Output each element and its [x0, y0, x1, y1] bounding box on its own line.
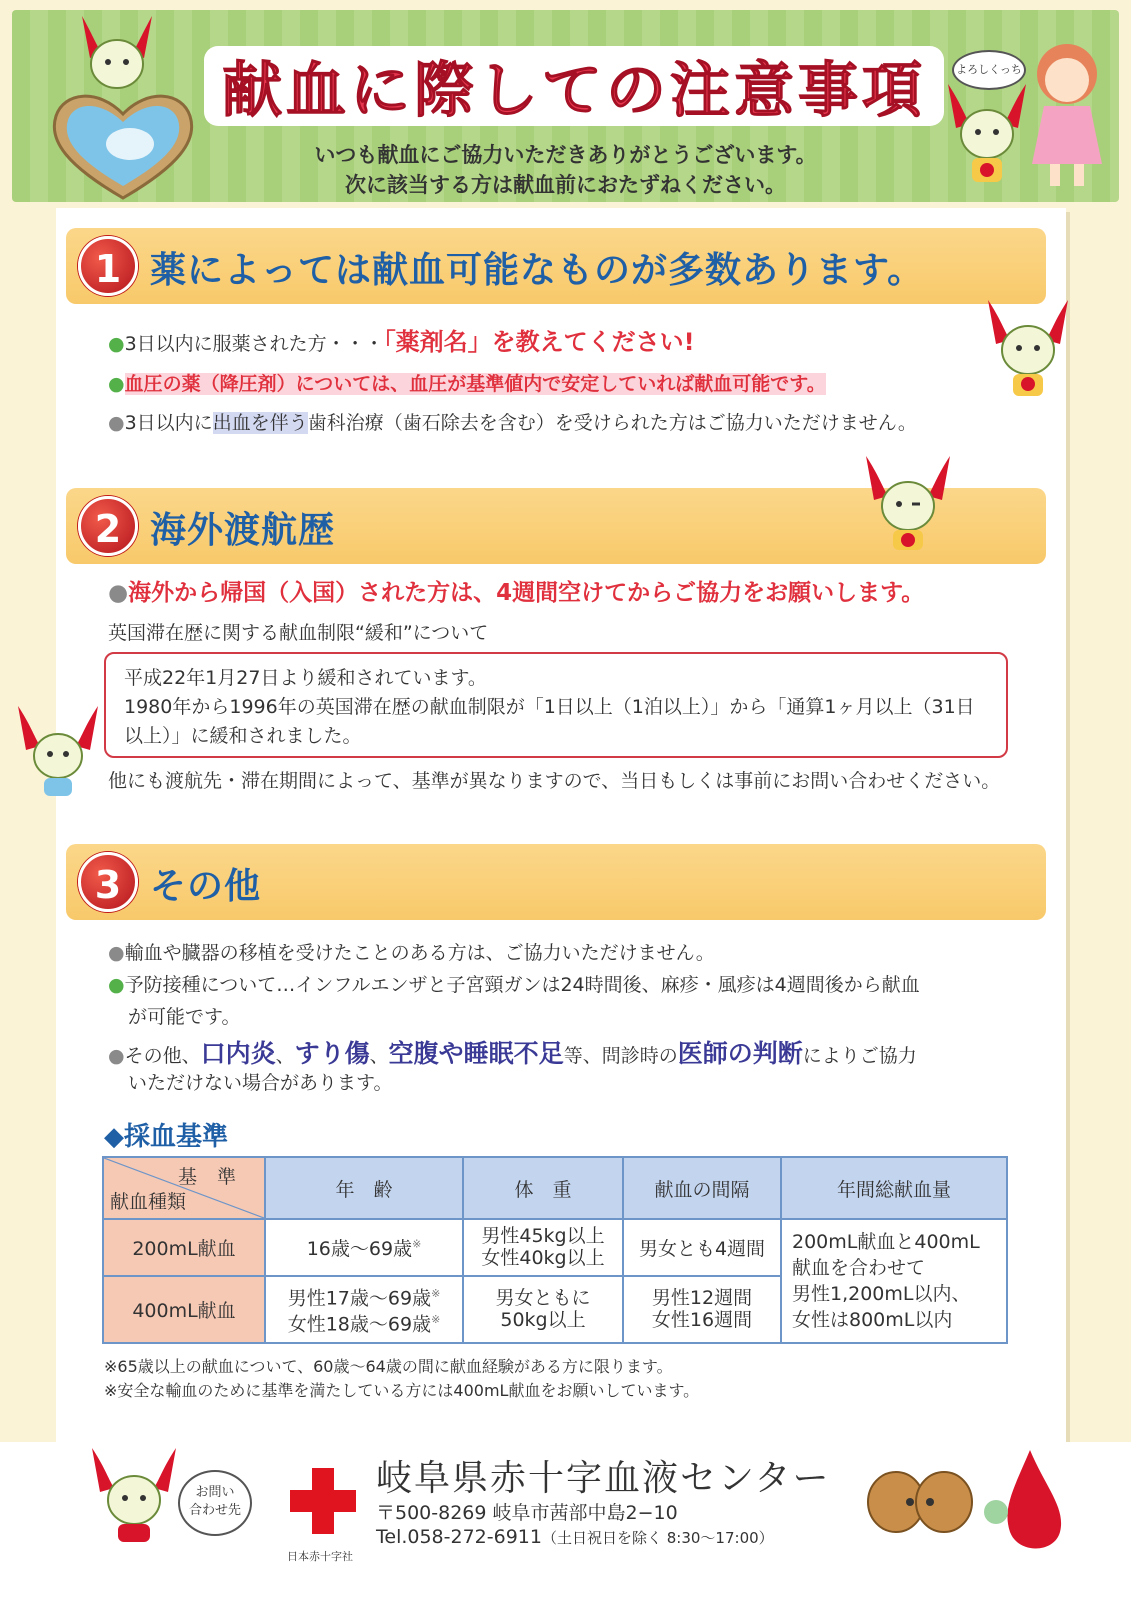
- blood-drop-mascot: [84, 1444, 184, 1548]
- cell-text: 女性は800mL以内: [792, 1309, 953, 1331]
- item-highlight: 出血を伴う: [212, 412, 308, 434]
- header-subtitle: いつも献血にご協力いただきありがとうございます。: [314, 143, 817, 167]
- column-header: 体 重: [463, 1157, 623, 1219]
- cell-text: 男性1,200mL以内、: [792, 1283, 971, 1305]
- bullet-icon: ●: [108, 373, 125, 395]
- table-cell: [623, 1276, 781, 1343]
- cell-text: 男性12週間: [651, 1287, 753, 1310]
- cell-text: 女性18歳～69歳: [287, 1313, 432, 1336]
- column-header: 年間総献血量: [781, 1157, 1007, 1219]
- section-number: 1: [78, 236, 138, 296]
- blood-drop-mascot: [982, 296, 1074, 404]
- list-item: [108, 970, 920, 997]
- phone-number: Tel.058-272-6911: [376, 1526, 542, 1548]
- cell-text: 女性16週間: [651, 1309, 753, 1332]
- page-title: 献血に際しての注意事項: [222, 56, 926, 126]
- row-header: 200mL献血: [103, 1219, 265, 1276]
- item-text: 3日以内に: [124, 412, 213, 434]
- list-item: [108, 322, 695, 357]
- item-emphasis: 空腹や睡眠不足: [388, 1039, 564, 1068]
- cell-text: 男性45kg以上: [481, 1225, 605, 1248]
- header-subtitle: 次に該当する方は献血前におたずねください。: [345, 173, 786, 197]
- blood-drop-mascot: [72, 14, 162, 94]
- bullet-icon: ●: [108, 333, 125, 355]
- notice-box: [104, 652, 1008, 758]
- section-number: 3: [78, 852, 138, 912]
- list-item: [108, 408, 917, 435]
- item-emphasis: 海外から帰国（入国）された方は、4週間空けてからご協力をお願いします。: [128, 580, 925, 606]
- blood-drop-mascot: [12, 702, 104, 802]
- bullet-icon: ●: [108, 580, 129, 606]
- bullet-icon: ●: [108, 412, 125, 434]
- table-header-row: [103, 1157, 1007, 1219]
- cell-text: 男女ともに: [495, 1287, 591, 1310]
- header-banner: [12, 10, 1119, 202]
- notice-line: 1980年から1996年の英国滞在歴の献血制限が「1日以上（1泊以上）」から「通算1ヶ月以上（31日: [124, 696, 975, 718]
- phone-hours: （土日祝日を除く 8:30〜17:00）: [541, 1529, 774, 1547]
- drop-mascot: [980, 1448, 1064, 1558]
- item-continuation: いただけない場合があります。: [128, 1072, 393, 1094]
- address: 〒500-8269 岐阜市茜部中島2−10: [376, 1502, 678, 1524]
- footnote-mark: ※: [431, 1313, 441, 1327]
- corner-label-bottom: 献血種類: [110, 1191, 187, 1213]
- cell-text: 男性17歳～69歳: [287, 1287, 432, 1310]
- list-item: [108, 369, 826, 396]
- item-text: 3日以内に服薬された方・・・: [124, 333, 384, 355]
- list-item: [108, 1034, 917, 1070]
- logo-label: 日本赤十字社: [287, 1550, 353, 1563]
- item-emphasis: 口内炎: [200, 1039, 276, 1068]
- list-item: [108, 938, 715, 965]
- item-text: 、: [369, 1045, 389, 1067]
- girl-illustration: [1022, 34, 1112, 194]
- item-emphasis: 「薬剤名」を教えてください!: [383, 328, 695, 356]
- blood-drop-mascot: [942, 80, 1032, 190]
- corner-label-top: 基準: [177, 1166, 256, 1188]
- red-cross-icon: [290, 1468, 356, 1534]
- table-cell: [265, 1276, 463, 1343]
- contact-bubble: [178, 1470, 252, 1536]
- footnote: ※安全な輸血のために基準を満たしている方には400mL献血をお願いしています。: [104, 1381, 700, 1400]
- title-box: [204, 46, 944, 126]
- bullet-icon: ●: [108, 1045, 125, 1067]
- bullet-icon: ●: [108, 974, 125, 996]
- item-text: 歯科治療（歯石除去を含む）を受けられた方はご協力いただけません。: [307, 412, 917, 434]
- section-title: その他: [150, 866, 262, 907]
- table-cell: [463, 1276, 623, 1343]
- item-emphasis: すり傷: [294, 1039, 370, 1068]
- cell-text: 50kg以上: [500, 1309, 586, 1332]
- item-text: その他、: [124, 1045, 201, 1067]
- table-corner-cell: [103, 1157, 265, 1219]
- column-header: 献血の間隔: [623, 1157, 781, 1219]
- row-header: 400mL献血: [103, 1276, 265, 1343]
- uk-heading: 英国滞在歴に関する献血制限“緩和”について: [108, 622, 489, 644]
- organization-name: 岐阜県赤十字血液センター: [376, 1458, 831, 1499]
- table-cell: [463, 1219, 623, 1276]
- footnote-mark: ※: [431, 1287, 441, 1300]
- cell-text: 女性40kg以上: [481, 1247, 605, 1270]
- section-1-header: [66, 228, 1046, 304]
- bubble-text: お問い: [195, 1485, 235, 1500]
- item-text: 等、問診時の: [563, 1045, 678, 1067]
- list-item: [108, 574, 924, 607]
- travel-note: 他にも渡航先・滞在期間によって、基準が異なりますので、当日もしくは事前にお問い合わせください。: [108, 770, 1001, 792]
- section-title: 海外渡航歴: [150, 510, 336, 551]
- table-cell: [265, 1219, 463, 1276]
- item-emphasis: 医師の判断: [677, 1039, 803, 1068]
- blood-drop-mascot: [858, 452, 958, 558]
- table-cell: 男女とも4週間: [623, 1219, 781, 1276]
- notice-line: 以上）」に緩和されました。: [124, 725, 362, 747]
- section-title: 薬によっては献血可能なものが多数あります。: [150, 250, 925, 291]
- section-3-header: [66, 844, 1046, 920]
- footnote: ※65歳以上の献血について、60歳～64歳の間に献血経験がある方に限ります。: [104, 1357, 673, 1376]
- phone: [376, 1526, 774, 1548]
- footnote-mark: ※: [412, 1237, 422, 1251]
- section-number: 2: [78, 496, 138, 556]
- cell-text: 16歳～69歳: [306, 1237, 413, 1260]
- criteria-table: [102, 1156, 1008, 1344]
- cell-text: 献血を合わせて: [792, 1257, 926, 1279]
- item-text: 予防接種について…インフルエンザと子宮頸ガンは24時間後、麻疹・風疹は4週間後から献血: [124, 974, 920, 996]
- item-text: によりご協力: [802, 1045, 917, 1067]
- column-header: 年 齢: [265, 1157, 463, 1219]
- bubble-text: 合わせ先: [188, 1503, 241, 1518]
- item-continuation: が可能です。: [128, 1006, 241, 1028]
- item-text: 、: [275, 1045, 295, 1067]
- item-text: 輸血や臓器の移植を受けたことのある方は、ご協力いただけません。: [124, 942, 715, 964]
- peanut-mascot: [866, 1462, 974, 1542]
- notice-line: 平成22年1月27日より緩和されています。: [124, 667, 487, 689]
- item-emphasis: 血圧の薬（降圧剤）については、血圧が基準値内で安定していれば献血可能です。: [124, 373, 826, 395]
- bullet-icon: ●: [108, 942, 125, 964]
- cell-text: 200mL献血と400mL: [792, 1231, 980, 1253]
- speech-bubble: よろしくっち: [952, 50, 1026, 90]
- table-cell: [781, 1219, 1007, 1343]
- table-row: [103, 1219, 1007, 1276]
- criteria-title: ◆採血基準: [104, 1122, 228, 1152]
